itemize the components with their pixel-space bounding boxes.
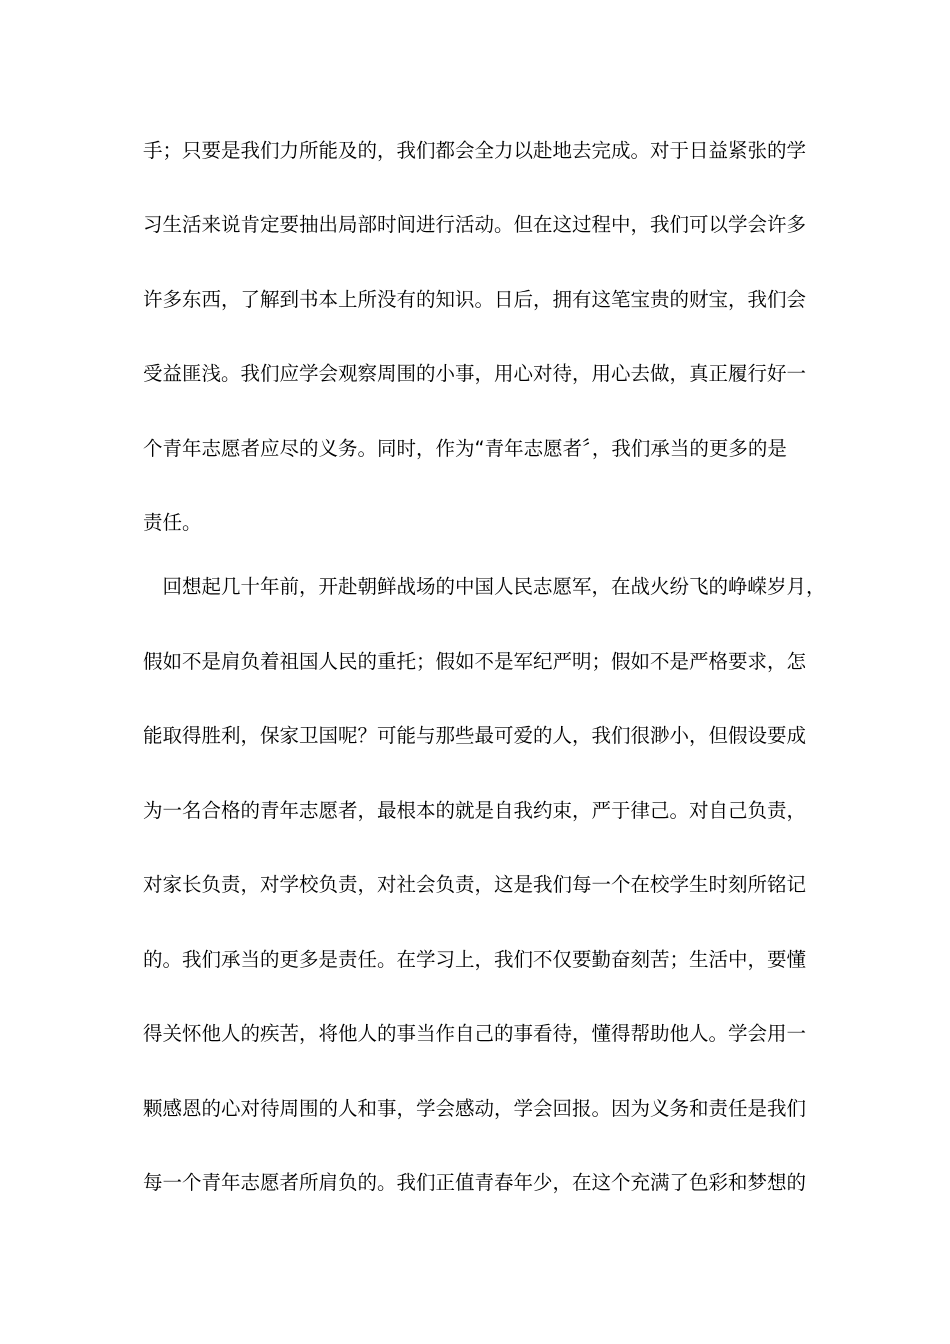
text-line: 假如不是肩负着祖国人民的重托；假如不是军纪严明；假如不是严格要求，怎 — [143, 650, 807, 673]
text-line: 习生活来说肯定要抽出局部时间进行活动。但在这过程中，我们可以学会许多 — [143, 213, 807, 236]
text-line: 责任。 — [143, 511, 202, 534]
text-line: 对家长负责，对学校负责，对社会负责，这是我们每一个在校学生时刻所铭记 — [143, 873, 807, 896]
text-line: 的。我们承当的更多是责任。在学习上，我们不仅要勤奋刻苦；生活中，要懂 — [143, 948, 807, 971]
text-line: 受益匪浅。我们应学会观察周围的小事，用心对待，用心去做，真正履行好一 — [143, 362, 807, 385]
text-line: 为一名合格的青年志愿者，最根本的就是自我约束，严于律己。对自己负责， — [143, 799, 807, 822]
text-line: 手；只要是我们力所能及的，我们都会全力以赴地去完成。对于日益紧张的学 — [143, 139, 807, 162]
text-line: 每一个青年志愿者所肩负的。我们正值青春年少，在这个充满了色彩和梦想的 — [143, 1171, 807, 1194]
text-line: 个青年志愿者应尽的义务。同时，作为“青年志愿者〞，我们承当的更多的是 — [143, 437, 787, 460]
text-line: 得关怀他人的疾苦，将他人的事当作自己的事看待，懂得帮助他人。学会用一 — [143, 1022, 807, 1045]
text-line: 能取得胜利，保家卫国呢？可能与那些最可爱的人，我们很渺小，但假设要成 — [143, 724, 807, 747]
text-line: 许多东西，了解到书本上所没有的知识。日后，拥有这笔宝贵的财宝，我们会 — [143, 288, 807, 311]
text-line: 回想起几十年前，开赴朝鲜战场的中国人民志愿军，在战火纷飞的峥嵘岁月， — [143, 575, 826, 598]
text-line: 颗感恩的心对待周围的人和事，学会感动，学会回报。因为义务和责任是我们 — [143, 1097, 807, 1120]
